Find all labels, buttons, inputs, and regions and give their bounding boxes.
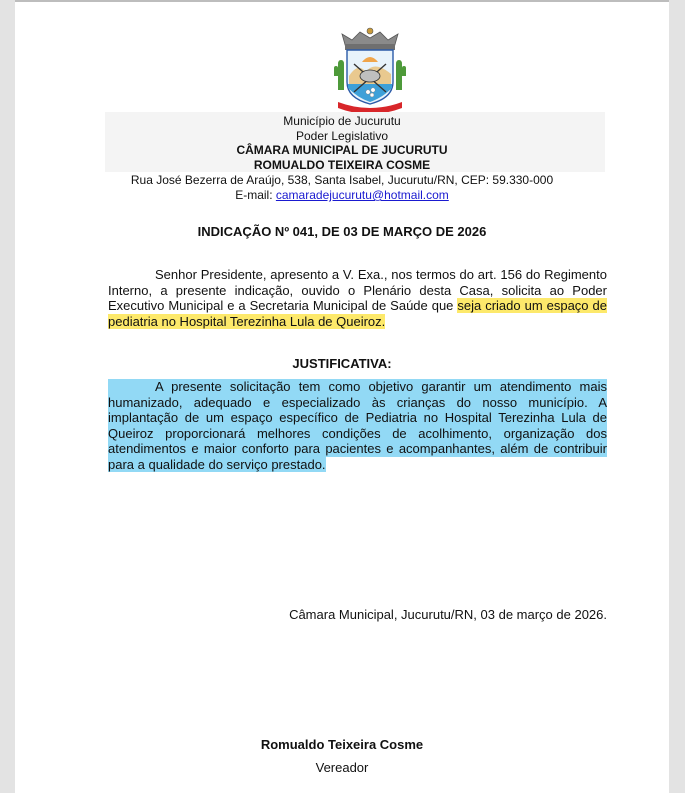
justification-paragraph [108, 379, 607, 473]
intro-line: Senhor Presidente, apresento a V. Exa., nos termos do art. 156 do Regimento [155, 267, 607, 282]
intro-line [108, 314, 607, 330]
email-line [15, 188, 669, 203]
justification-line: atendimentos e maior conforto para pacientes e acompanhantes, além de contribuir [108, 441, 607, 457]
highlighted-request: seja criado um espaço de [457, 298, 607, 314]
address-text: Rua José Bezerra de Araújo, 538, Santa Isabel, Jucurutu/RN, CEP: 59.330-000 [130, 173, 554, 187]
justification-line: Queiroz proporcionará melhores condições de acolhimento, organização dos [108, 425, 607, 441]
signer-name: Romualdo Teixeira Cosme [260, 737, 424, 752]
intro-line: Executivo Municipal e a Secretaria Municipal de Saúde que seja criado um espaço de [108, 298, 607, 314]
institution-name: CÂMARA MUNICIPAL DE JUCURUTU [236, 143, 448, 157]
document-page [15, 0, 669, 793]
municipality-text: Município de Jucurutu [283, 114, 401, 128]
justification-line: humanizado, adequado e especializado às crianças do nosso município. A [108, 394, 607, 410]
email-link[interactable]: camaradejucurutu@hotmail.com [275, 188, 449, 202]
email-label: E-mail: [235, 188, 276, 202]
justification-heading: JUSTIFICATIVA: [292, 356, 392, 371]
building-name: ROMUALDO TEIXEIRA COSME [253, 158, 431, 172]
justification-line: implantação de um espaço específico de Pediatria no Hospital Terezinha Lula de [108, 410, 607, 426]
branch-text: Poder Legislativo [295, 129, 389, 143]
intro-paragraph [108, 267, 607, 329]
crest-logo-icon [332, 26, 408, 112]
justification-line: A presente solicitação tem como objetivo garantir um atendimento mais [108, 379, 607, 395]
highlighted-request: pediatria no Hospital Terezinha Lula de Queiroz. [108, 313, 386, 329]
place-date: Câmara Municipal, Jucurutu/RN, 03 de março de 2026. [289, 607, 607, 622]
document-title: INDICAÇÃO Nº 041, DE 03 DE MARÇO DE 2026 [197, 224, 487, 239]
intro-line: Interno, a presente indicação, ouvido o Plenário desta Casa, solicita ao Poder [108, 282, 607, 298]
justification-line: para a qualidade do serviço prestado. [108, 456, 326, 472]
signer-role: Vereador [315, 760, 369, 775]
